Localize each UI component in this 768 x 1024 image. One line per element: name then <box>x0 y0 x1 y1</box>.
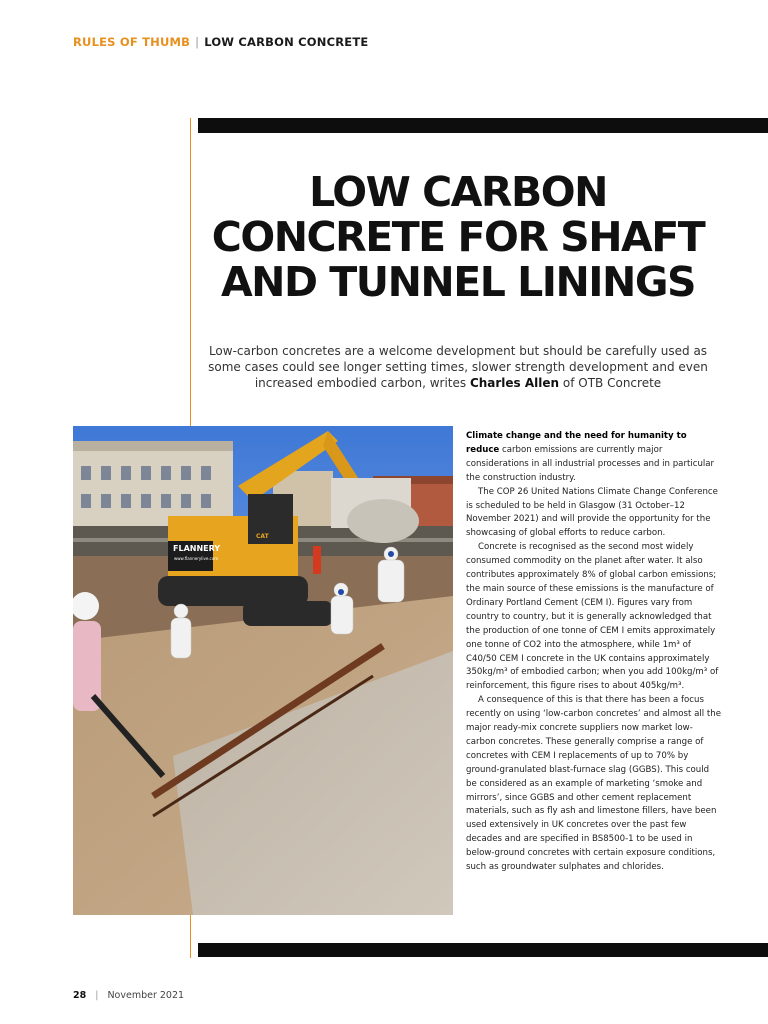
bottom-black-bar <box>198 943 768 957</box>
paragraph: Concrete is recognised as the second most widely consumed commodity on the planet after water. It also contributes approximately 8% of global carbon emissions; the main source of these emissions is the manufacture of Ordinary Portland Cement (CEM I). Figures vary from country to country, but it is generally acknowledged that the production of one tonne of CEM I emits approximately one tonne of CO2 into the atmosphere, while 1m³ of C40/50 CEM I concrete in the UK contains approximately 350kg/m³ of embodied carbon; when you add 100kg/m³ of reinforcement, this figure rises to about 405kg/m³. <box>466 542 719 692</box>
issue-date: November 2021 <box>107 990 185 1001</box>
author-name: Charles Allen <box>469 376 560 390</box>
excavator-website: www.flannerylive.com <box>174 556 219 561</box>
paragraph: The COP 26 United Nations Climate Change Conference is scheduled to be held in Glasgow (31 October–12 November 2021) and will provide the opportunity for the showcasing of global efforts to reduce carbon. <box>466 486 718 539</box>
running-header <box>73 35 368 49</box>
page-footer <box>73 990 184 1001</box>
page-number: 28 <box>73 990 87 1001</box>
paragraph: A consequence of this is that there has been a focus recently on using ‘low-carbon concretes’ and almost all the major ready-mix concrete suppliers now market low-carbon concretes. These generally comprise a range of concretes with CEM I replacements of up to 70% by ground-granulated blast-furnace slag (GGBS). This could be considered as an example of marketing ‘smoke and mirrors’, since GGBS and other cement replacement materials, such as fly ash and limestone fillers, have been used extensively in UK concretes over the past few decades and are specified in BS8500-1 to be used in below-ground concretes with certain exposure conditions, such as groundwater sulphates and chlorides. <box>466 695 721 873</box>
topic-label: LOW CARBON CONCRETE <box>204 35 369 49</box>
header-separator: | <box>195 35 200 49</box>
body-text-column <box>466 430 722 875</box>
standfirst-text: Low-carbon concretes are a welcome development but should be carefully used as some cases could see longer setting times, slower strength development and even increased embodied carbon, writes <box>208 344 708 390</box>
section-label: RULES OF THUMB <box>73 35 191 49</box>
excavator-cab-text: CAT <box>256 533 269 540</box>
standfirst <box>198 343 718 391</box>
site-photo <box>73 426 453 915</box>
standfirst-byline: of OTB Concrete <box>559 376 662 390</box>
paragraph-text: carbon emissions are currently major considerations in all industrial processes and in particular the construction industry. <box>466 444 715 483</box>
top-black-bar <box>198 118 768 133</box>
excavator-brand: FLANNERY <box>173 544 221 553</box>
construction-site-illustration <box>73 426 453 915</box>
article-title: LOW CARBON CONCRETE FOR SHAFT AND TUNNEL LININGS <box>211 168 705 306</box>
footer-separator: | <box>95 990 99 1001</box>
paragraph <box>466 430 722 486</box>
lead-phrase: Climate change and the need for humanity to reduce <box>466 431 687 455</box>
